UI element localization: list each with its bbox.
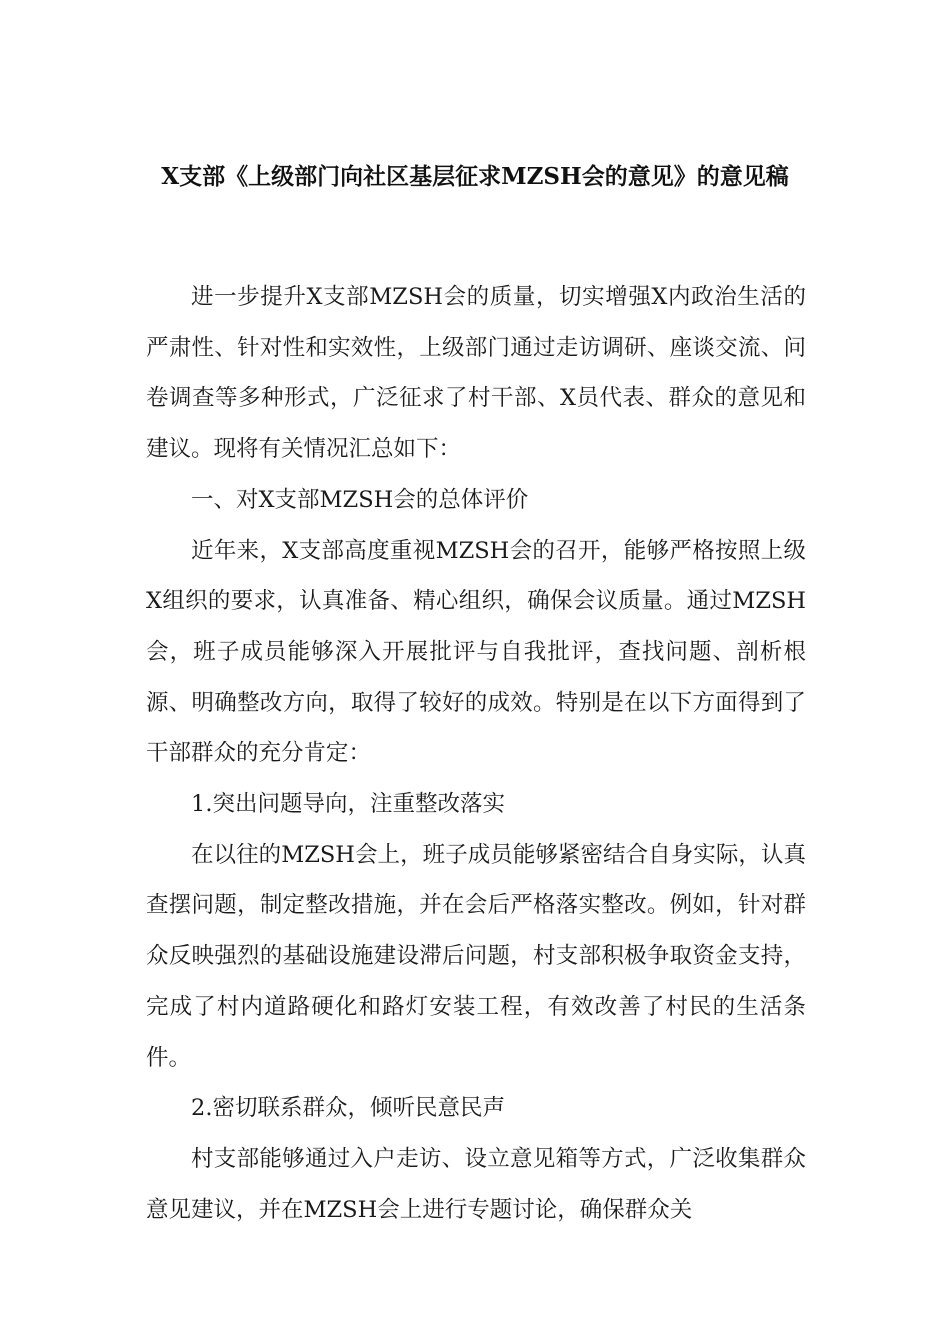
problem-oriented-paragraph: 在以往的MZSH会上，班子成员能够紧密结合自身实际，认真查摆问题，制定整改措施，并在会后严格落实整改。例如，针对群众反映强烈的基础设施建设滞后问题，村支部积极争取资金支持，完成了村内道路硬化和路灯安装工程，有效改善了村民的生活条件。 [146, 841, 806, 1071]
subheading-problem-oriented: 1.突出问题导向，注重整改落实 [191, 791, 505, 818]
document-body [146, 272, 806, 1235]
overall-evaluation-paragraph: 近年来，X支部高度重视MZSH会的召开，能够严格按照上级X组织的要求，认真准备、精心组织，确保会议质量。通过MZSH会，班子成员能够深入开展批评与自我批评，查找问题、剖析根源、明确整改方向，取得了较好的成效。特别是在以下方面得到了干部群众的充分肯定： [146, 537, 806, 767]
intro-paragraph: 进一步提升X支部MZSH会的质量，切实增强X内政治生活的严肃性、针对性和实效性，上级部门通过走访调研、座谈交流、问卷调查等多种形式，广泛征求了村干部、X员代表、群众的意见和建议。现将有关情况汇总如下： [146, 284, 806, 463]
document-title: X支部《上级部门向社区基层征求MZSH会的意见》的意见稿 [161, 163, 789, 190]
section-heading-overall-evaluation: 一、对X支部MZSH会的总体评价 [191, 486, 529, 513]
subheading-connect-with-masses: 2.密切联系群众，倾听民意民声 [191, 1095, 505, 1122]
connect-with-masses-paragraph: 村支部能够通过入户走访、设立意见箱等方式，广泛收集群众意见建议，并在MZSH会上进行专题讨论，确保群众关 [146, 1145, 806, 1223]
